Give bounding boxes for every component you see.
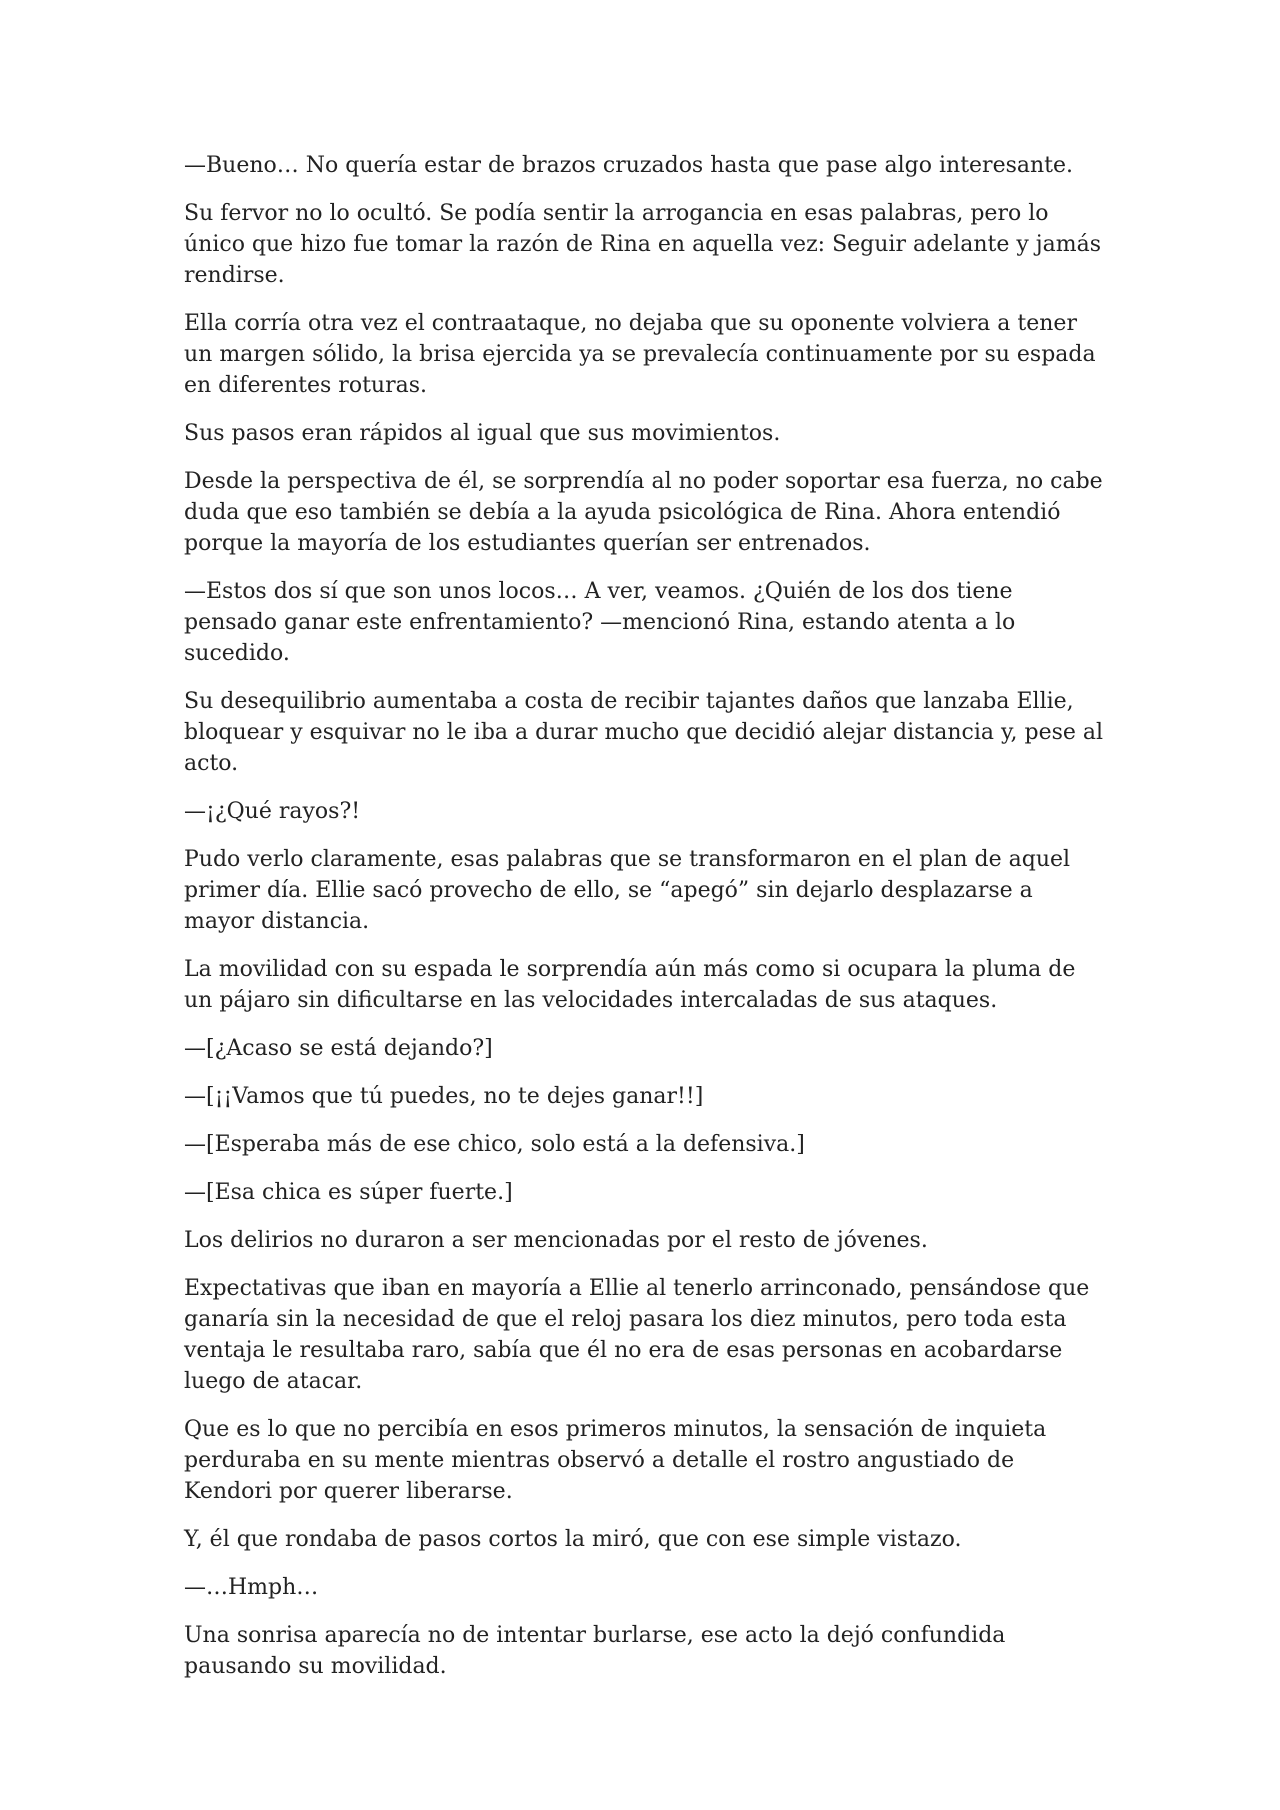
paragraph: —Bueno… No quería estar de brazos cruzados hasta que pase algo interesante.: [184, 153, 1074, 178]
paragraph: —…Hmph…: [184, 1575, 319, 1600]
paragraph: —[Esperaba más de ese chico, solo está a la defensiva.]: [184, 1132, 805, 1157]
paragraph: —Estos dos sí que son unos locos… A ver, veamos. ¿Quién de los dos tiene pensado ganar este enfrentamiento? —mencionó Rina, estando atenta a lo sucedido.: [184, 579, 1016, 666]
paragraph: Los delirios no duraron a ser mencionadas por el resto de jóvenes.: [184, 1228, 928, 1253]
paragraph: Una sonrisa aparecía no de intentar burlarse, ese acto la dejó confundida pausando su movilidad.: [184, 1623, 1006, 1679]
paragraph: —¡¿Qué rayos?!: [184, 799, 361, 824]
paragraph: Ella corría otra vez el contraataque, no dejaba que su oponente volviera a tener un margen sólido, la brisa ejercida ya se prevalecía continuamente por su espada en diferentes roturas.: [184, 311, 1096, 398]
paragraph: —[Esa chica es súper fuerte.]: [184, 1180, 513, 1205]
paragraph: Que es lo que no percibía en esos primeros minutos, la sensación de inquieta perduraba en su mente mientras observó a detalle el rostro angustiado de Kendori por querer liberarse.: [184, 1417, 1047, 1504]
paragraph: —[¡¡Vamos que tú puedes, no te dejes ganar!!]: [184, 1084, 704, 1109]
paragraph: Y, él que rondaba de pasos cortos la miró, que con ese simple vistazo.: [184, 1527, 962, 1552]
paragraph: Su fervor no lo ocultó. Se podía sentir la arrogancia en esas palabras, pero lo único que hizo fue tomar la razón de Rina en aquella vez: Seguir adelante y jamás rendirse.: [184, 201, 1101, 288]
paragraph: —[¿Acaso se está dejando?]: [184, 1036, 493, 1061]
document-body: [184, 150, 1104, 1699]
paragraph: Desde la perspectiva de él, se sorprendía al no poder soportar esa fuerza, no cabe duda que eso también se debía a la ayuda psicológica de Rina. Ahora entendió porque la mayoría de los estudiantes querían ser entrenados.: [184, 469, 1103, 556]
paragraph: Pudo verlo claramente, esas palabras que se transformaron en el plan de aquel primer día. Ellie sacó provecho de ello, se “apegó” sin dejarlo desplazarse a mayor distancia.: [184, 847, 1071, 934]
paragraph: La movilidad con su espada le sorprendía aún más como si ocupara la pluma de un pájaro sin dificultarse en las velocidades intercaladas de sus ataques.: [184, 957, 1076, 1013]
paragraph: Sus pasos eran rápidos al igual que sus movimientos.: [184, 421, 781, 446]
paragraph: Su desequilibrio aumentaba a costa de recibir tajantes daños que lanzaba Ellie, bloquear y esquivar no le iba a durar mucho que decidió alejar distancia y, pese al acto.: [184, 689, 1104, 776]
paragraph: Expectativas que iban en mayoría a Ellie al tenerlo arrinconado, pensándose que ganaría sin la necesidad de que el reloj pasara los diez minutos, pero toda esta ventaja le resultaba raro, sabía que él no era de esas personas en acobardarse luego de atacar.: [184, 1276, 1090, 1394]
